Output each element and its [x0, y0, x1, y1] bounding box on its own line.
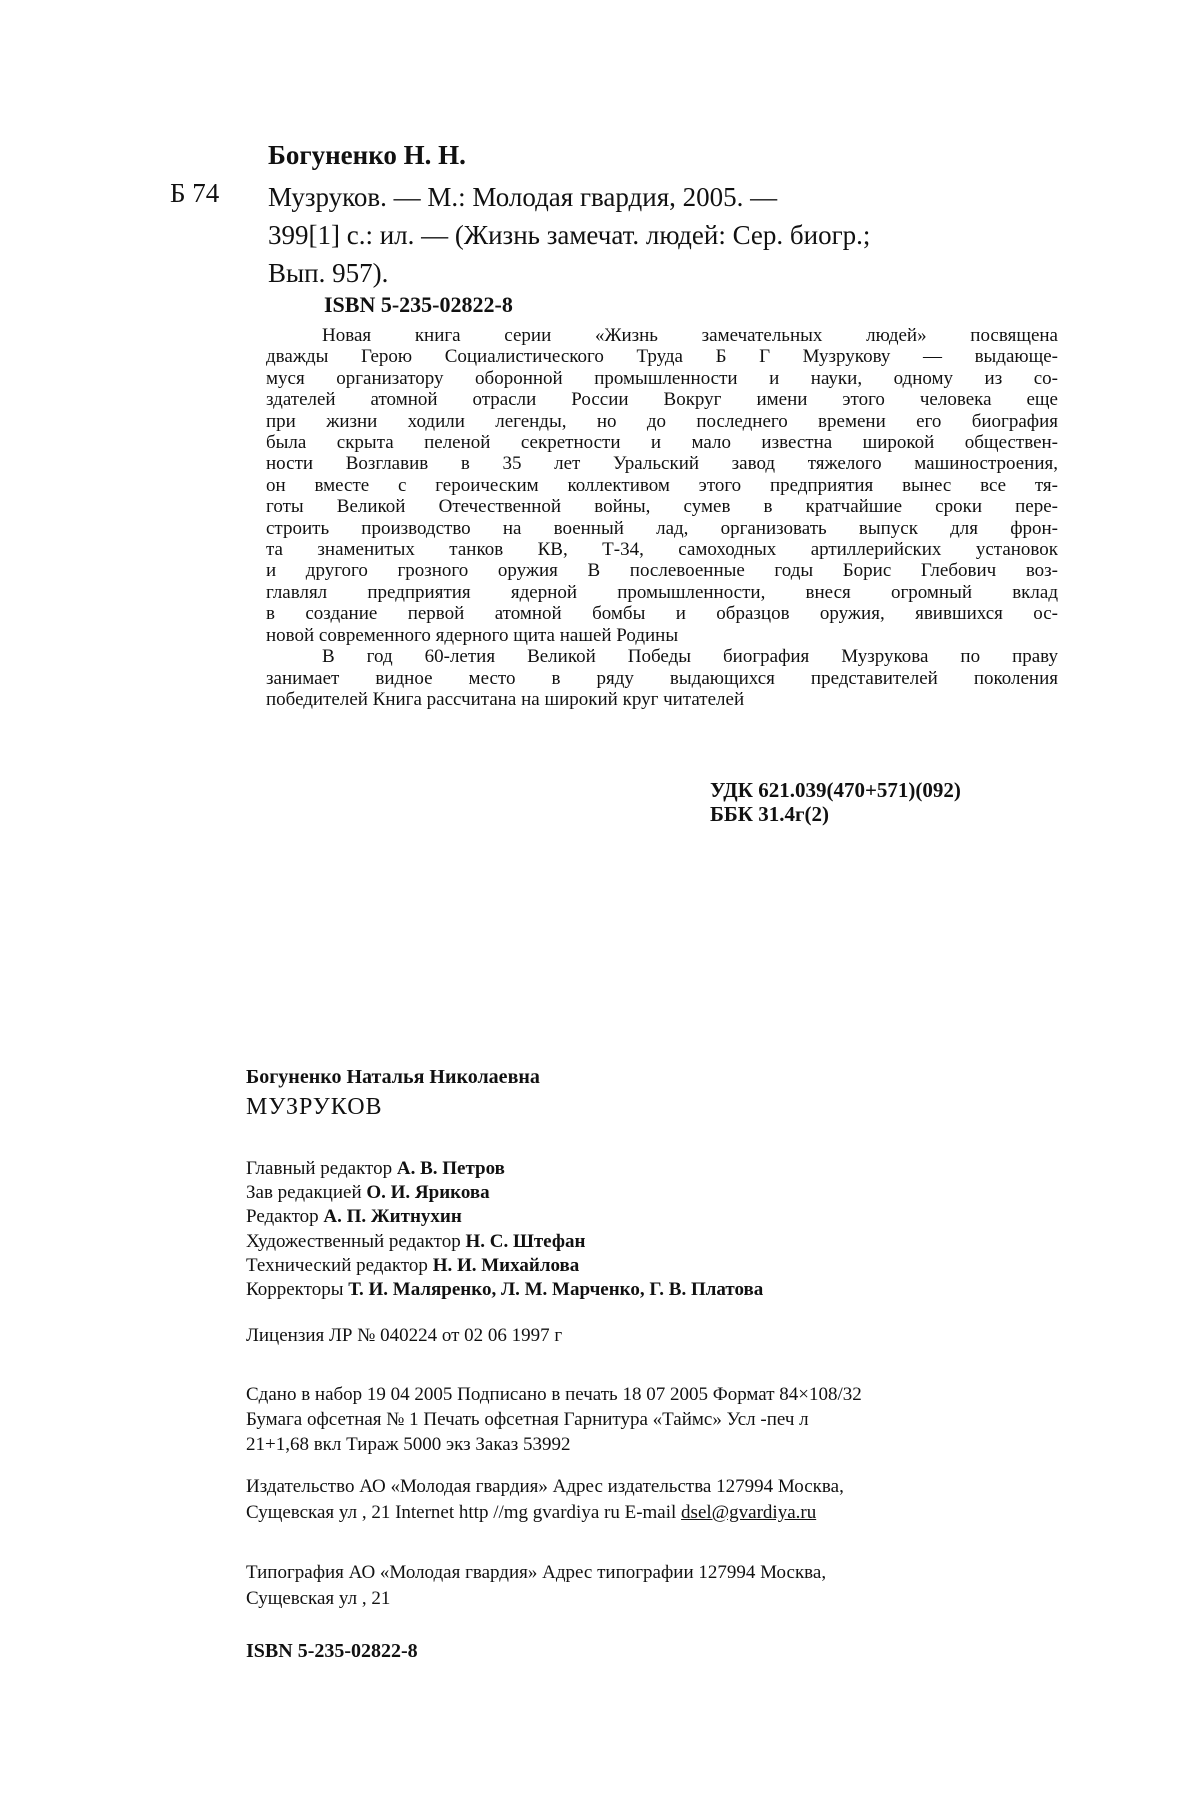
- bibliographic-record: [268, 178, 1068, 292]
- annotation-line: готы Великой Отечественной войны, сумев в кратчайшие сроки пере-: [266, 496, 1058, 518]
- annotation-line: он вместе с героическим коллективом этого предприятия вынес все тя-: [266, 474, 1058, 496]
- bbk-code: ББК 31.4г(2): [710, 802, 830, 826]
- staff-name: Н. С. Штефан: [465, 1230, 586, 1252]
- print-info-line: Сдано в набор 19 04 2005 Подписано в печать 18 07 2005 Формат 84×108/32: [246, 1384, 862, 1405]
- catalog-code: Б 74: [170, 178, 220, 208]
- editorial-staff: [246, 1157, 763, 1302]
- bibliographic-line: Вып. 957).: [268, 258, 389, 288]
- staff-role: Технический редактор: [246, 1254, 428, 1276]
- annotation-line: новой современного ядерного щита нашей Родины: [266, 624, 679, 646]
- publisher-email-link[interactable]: dsel@gvardiya.ru: [681, 1502, 817, 1523]
- print-info-line: Бумага офсетная № 1 Печать офсетная Гарнитура «Таймс» Усл -печ л: [246, 1409, 809, 1430]
- imprint-author: Богуненко Наталья Николаевна: [246, 1066, 540, 1088]
- card-isbn: ISBN 5-235-02822-8: [324, 292, 513, 317]
- staff-name: А. В. Петров: [396, 1158, 505, 1179]
- annotation-line: строить производство на военный лад, организовать выпуск для фрон-: [266, 517, 1058, 539]
- staff-row: [246, 1157, 763, 1181]
- card-author: Богуненко Н. Н.: [268, 140, 466, 170]
- udk-code: УДК 621.039(470+571)(092): [710, 778, 961, 802]
- staff-row: [246, 1205, 763, 1229]
- imprint-title: МУЗРУКОВ: [246, 1094, 383, 1120]
- staff-name: О. И. Ярикова: [366, 1182, 490, 1204]
- annotation-line: здателей атомной отрасли России Вокруг имени этого человека еще: [266, 389, 1058, 411]
- staff-role: Зав редакцией: [246, 1182, 362, 1204]
- annotation-line: при жизни ходили легенды, но до последнего времени его биография: [266, 410, 1058, 432]
- annotation-line: была скрыта пеленой секретности и мало известна широкой обществен-: [266, 432, 1058, 454]
- staff-role: Художественный редактор: [246, 1230, 461, 1252]
- print-info-line: 21+1,68 вкл Тираж 5000 экз Заказ 53992: [246, 1434, 571, 1455]
- annotation-line: занимает видное место в ряду выдающихся представителей поколения: [266, 667, 1058, 689]
- annotation-line: В год 60-летия Великой Победы биография Музрукова по праву: [322, 646, 1058, 668]
- publisher-address: Сущевская ул , 21 Internet http //mg gvardiya ru E-mail: [246, 1502, 677, 1523]
- annotation: [266, 325, 1058, 710]
- annotation-line: победителей Книга рассчитана на широкий круг читателей: [266, 688, 745, 710]
- publisher-info: [246, 1474, 844, 1526]
- print-info: [246, 1382, 862, 1457]
- staff-name: Н. И. Михайлова: [432, 1254, 580, 1276]
- bibliographic-line: 399[1] с.: ил. — (Жизнь замечат. людей: Сер. биогр.;: [268, 220, 871, 250]
- annotation-line: Новая книга серии «Жизнь замечательных людей» посвящена: [322, 325, 1058, 346]
- staff-row: [246, 1254, 763, 1278]
- staff-name: А. П. Житнухин: [323, 1206, 462, 1228]
- annotation-line: и другого грозного оружия В послевоенные годы Борис Глебович воз-: [266, 560, 1058, 582]
- staff-role: Редактор: [246, 1206, 319, 1228]
- staff-row: [246, 1230, 763, 1254]
- staff-name: Т. И. Маляренко, Л. М. Марченко, Г. В. Платова: [348, 1279, 764, 1301]
- bibliographic-line: Музруков. — М.: Молодая гвардия, 2005. —: [268, 182, 778, 212]
- annotation-line: та знаменитых танков КВ, Т-34, самоходных артиллерийских установок: [266, 539, 1058, 561]
- publisher-line: [246, 1500, 844, 1526]
- staff-role: Корректоры: [246, 1279, 344, 1301]
- annotation-line: муся организатору оборонной промышленности и науки, одному из со-: [266, 367, 1058, 389]
- publisher-line: Издательство АО «Молодая гвардия» Адрес издательства 127994 Москва,: [246, 1476, 844, 1497]
- imprint-isbn: ISBN 5-235-02822-8: [246, 1640, 418, 1662]
- annotation-line: в создание первой атомной бомбы и образцов оружия, явившихся ос-: [266, 603, 1058, 625]
- printer-line: Сущевская ул , 21: [246, 1588, 391, 1609]
- printer-line: Типография АО «Молодая гвардия» Адрес типографии 127994 Москва,: [246, 1562, 827, 1583]
- classification-codes: [710, 778, 961, 826]
- staff-role: Главный редактор: [246, 1158, 393, 1179]
- staff-row: [246, 1278, 763, 1302]
- staff-row: [246, 1181, 763, 1205]
- annotation-line: ности Возглавив в 35 лет Уральский завод тяжелого машиностроения,: [266, 453, 1058, 475]
- printer-info: [246, 1560, 826, 1612]
- license-line: Лицензия ЛР № 040224 от 02 06 1997 г: [246, 1325, 563, 1346]
- annotation-line: дважды Герою Социалистического Труда Б Г Музрукову — выдающе-: [266, 346, 1058, 368]
- annotation-line: главлял предприятия ядерной промышленности, внеся огромный вклад: [266, 581, 1058, 603]
